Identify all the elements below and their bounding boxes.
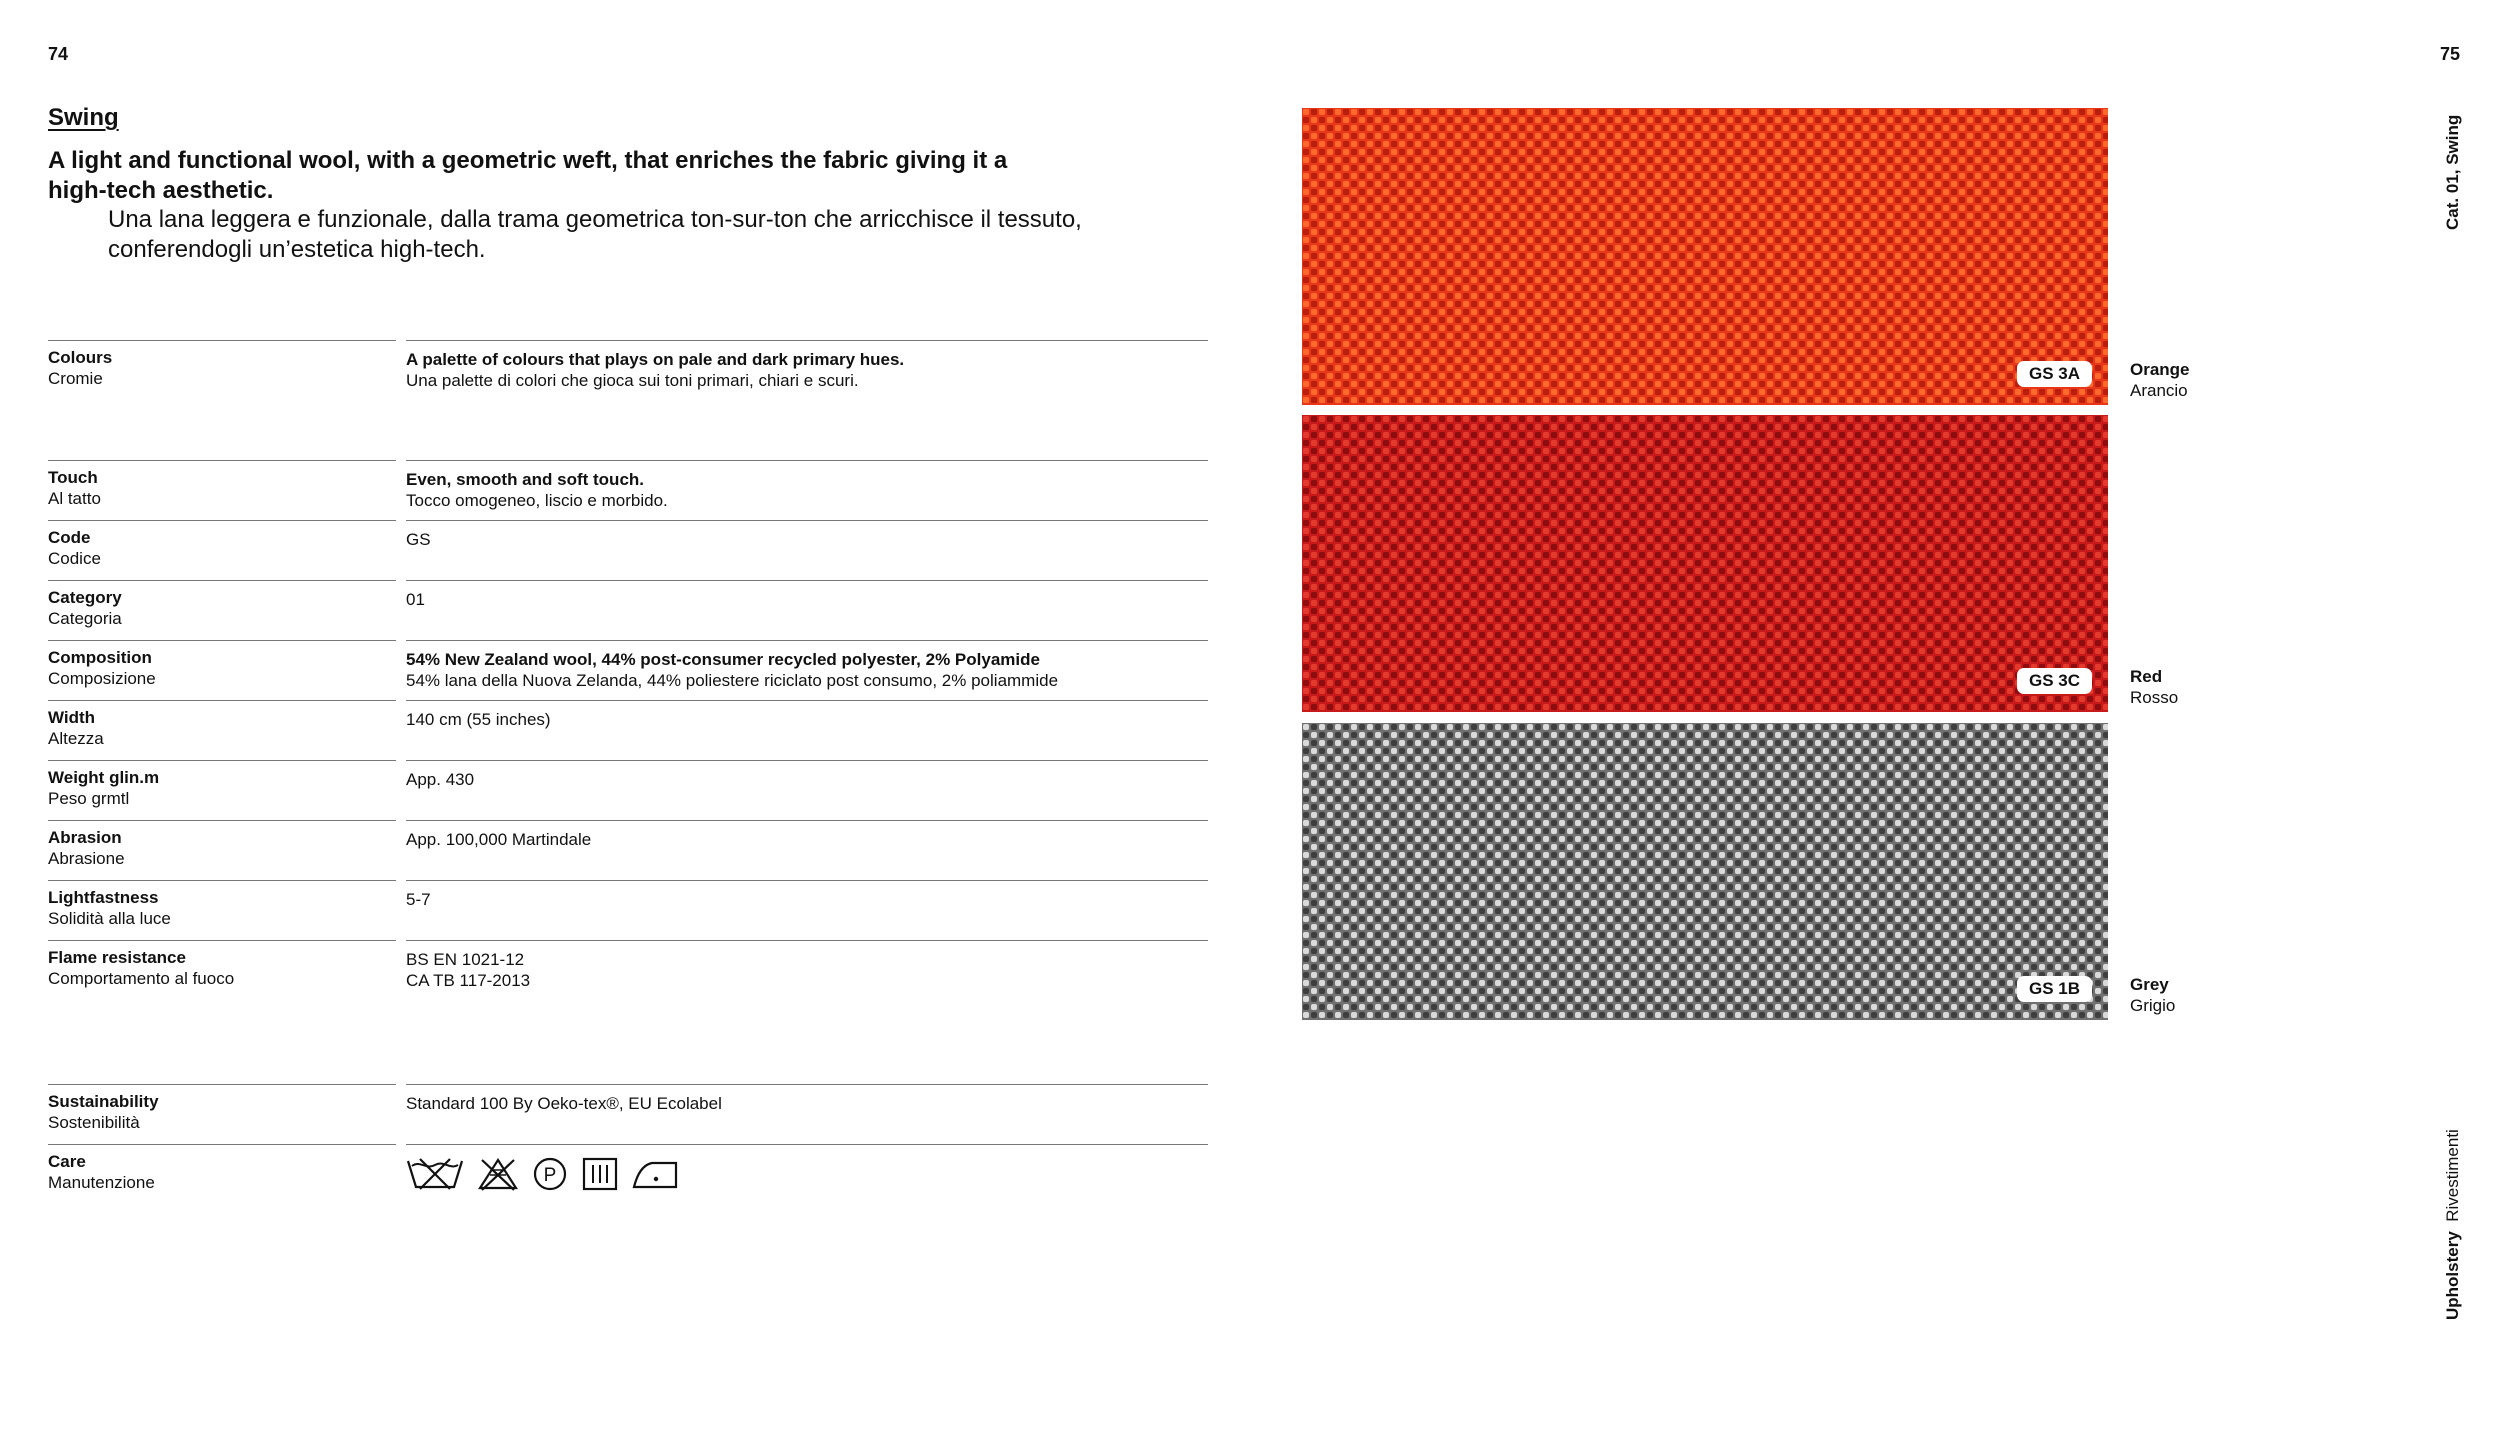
value-english: A palette of colours that plays on pale and dark primary hues. — [406, 350, 905, 369]
spec-label — [48, 520, 396, 569]
spec-label — [48, 460, 396, 509]
swatch-red — [1302, 415, 2108, 712]
dry-clean-letter: P — [543, 1165, 557, 1186]
swatch-name-grey — [2130, 974, 2175, 1016]
value-english: 54% New Zealand wool, 44% post-consumer recycled polyester, 2% Polyamide — [406, 650, 1040, 669]
side-label-category: Cat. 01, Swing — [2443, 114, 2462, 230]
swatch-name-orange — [2130, 359, 2190, 401]
label-english: Colours — [48, 348, 113, 367]
spec-label — [48, 340, 396, 389]
spec-value — [406, 1144, 1208, 1191]
spec-label — [48, 700, 396, 749]
label-italian: Altezza — [48, 729, 104, 748]
fabric-texture-red — [1302, 415, 2108, 712]
label-italian: Sostenibilità — [48, 1113, 140, 1132]
swatch-name-red — [2130, 666, 2178, 708]
care-icons — [406, 1157, 1208, 1191]
swatch-grey — [1302, 723, 2108, 1020]
label-english: Code — [48, 528, 91, 547]
page-number-left: 74 — [48, 44, 69, 64]
label-italian: Comportamento al fuoco — [48, 969, 235, 988]
spec-label — [48, 1144, 396, 1193]
no-wash-icon — [406, 1157, 464, 1191]
swatch-name-italian: Arancio — [2130, 381, 2188, 400]
value: App. 430 — [406, 770, 475, 789]
swatch-name-italian: Rosso — [2130, 688, 2179, 707]
value: Standard 100 By Oeko-tex®, EU Ecolabel — [406, 1094, 722, 1113]
value-italian: 54% lana della Nuova Zelanda, 44% poliestere riciclato post consumo, 2% poliammide — [406, 671, 1059, 690]
spec-label — [48, 940, 396, 989]
swatch-name-italian: Grigio — [2130, 996, 2176, 1015]
value: GS — [406, 530, 431, 549]
spec-value — [406, 880, 1208, 910]
label-italian: Categoria — [48, 609, 122, 628]
no-bleach-icon — [478, 1157, 518, 1191]
spec-value — [406, 1084, 1208, 1114]
label-english: Lightfastness — [48, 888, 159, 907]
section-label-bold: Upholstery — [2443, 1231, 2462, 1320]
swatch-name-english: Red — [2130, 667, 2163, 686]
spec-label — [48, 880, 396, 929]
label-italian: Solidità alla luce — [48, 909, 171, 928]
label-english: Composition — [48, 648, 152, 667]
line-dry-icon — [582, 1157, 618, 1191]
label-italian: Cromie — [48, 369, 103, 388]
page-number-right: 75 — [2440, 44, 2461, 64]
swatch-name-english: Grey — [2130, 975, 2169, 994]
value: 01 — [406, 590, 425, 609]
fabric-texture-orange — [1302, 108, 2108, 405]
label-italian: Al tatto — [48, 489, 101, 508]
label-english: Abrasion — [48, 828, 122, 847]
label-italian: Composizione — [48, 669, 156, 688]
label-italian: Abrasione — [48, 849, 125, 868]
label-english: Width — [48, 708, 96, 727]
spec-label — [48, 640, 396, 689]
spec-value — [406, 580, 1208, 610]
value-italian: Una palette di colori che gioca sui toni primari, chiari e scuri. — [406, 371, 859, 390]
swatch-code-badge: GS 3A — [2017, 361, 2092, 387]
swatch-name-english: Orange — [2130, 360, 2190, 379]
label-english: Touch — [48, 468, 98, 487]
value: 5-7 — [406, 890, 431, 909]
label-italian: Peso grmtl — [48, 789, 130, 808]
spec-value — [406, 760, 1208, 790]
fabric-texture-grey — [1302, 723, 2108, 1020]
lead-text-english: A light and functional wool, with a geometric weft, that enriches the fabric giving it a high-tech aesthetic. — [48, 147, 1008, 204]
value: 140 cm (55 inches) — [406, 710, 551, 729]
page-title: Swing — [48, 104, 119, 131]
label-italian: Manutenzione — [48, 1173, 155, 1192]
spec-label — [48, 1084, 396, 1133]
dry-clean-p-icon — [532, 1157, 568, 1191]
label-italian: Codice — [48, 549, 101, 568]
label-english: Sustainability — [48, 1092, 159, 1111]
spec-value — [406, 520, 1208, 550]
swatch-orange — [1302, 108, 2108, 405]
iron-low-icon — [632, 1157, 678, 1191]
spec-value — [406, 700, 1208, 730]
value-english: Even, smooth and soft touch. — [406, 470, 645, 489]
spec-value — [406, 940, 1208, 991]
swatch-code-badge: GS 3C — [2017, 668, 2092, 694]
value-italian: Tocco omogeneo, liscio e morbido. — [406, 491, 668, 510]
label-english: Category — [48, 588, 122, 607]
value: App. 100,000 Martindale — [406, 830, 592, 849]
spec-value — [406, 340, 1208, 391]
label-english: Care — [48, 1152, 86, 1171]
value-line-2: CA TB 117-2013 — [406, 971, 531, 990]
spec-label — [48, 760, 396, 809]
swatch-code-badge: GS 1B — [2017, 976, 2092, 1002]
section-label-regular: Rivestimenti — [2443, 1129, 2462, 1222]
spec-label — [48, 580, 396, 629]
lead-text-italian: Una lana leggera e funzionale, dalla trama geometrica ton-sur-ton che arricchisce il tessuto, conferendogli un’estetica high-tech. — [108, 206, 1082, 263]
spec-value — [406, 460, 1208, 511]
label-english: Flame resistance — [48, 948, 186, 967]
side-label-section — [2443, 1129, 2463, 1320]
spec-value — [406, 640, 1208, 691]
label-english: Weight glin.m — [48, 768, 160, 787]
spec-label — [48, 820, 396, 869]
spec-value — [406, 820, 1208, 850]
value-line-1: BS EN 1021-12 — [406, 950, 525, 969]
